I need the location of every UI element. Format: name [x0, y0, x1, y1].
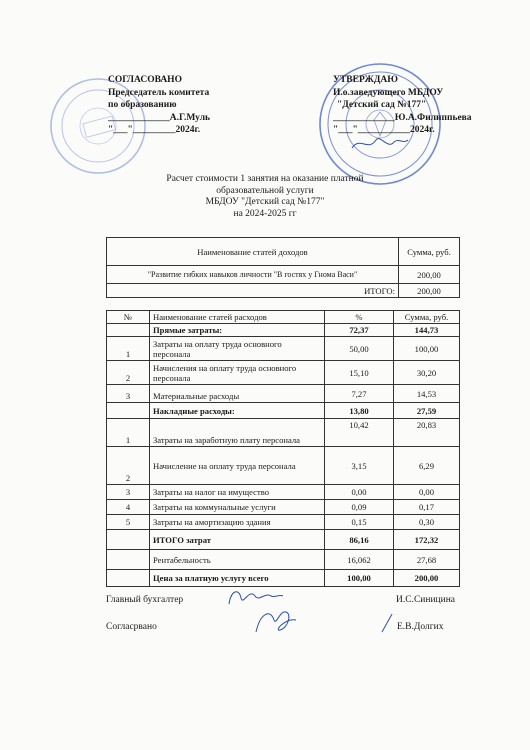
expense-header-name: Наименование статей расходов: [150, 311, 325, 324]
approval-left-date: "___"_________2024г.: [108, 125, 201, 135]
row-percent: 72,37: [325, 324, 394, 337]
table-row: [107, 530, 460, 550]
table-row: [107, 447, 460, 485]
row-sum: 100,00: [394, 337, 460, 361]
income-row-value: 200,00: [399, 266, 460, 284]
row-number: 3: [107, 385, 150, 403]
row-sum: 30,20: [394, 361, 460, 385]
row-sum: 172,32: [394, 530, 460, 550]
row-name: Рентабельность: [150, 550, 325, 570]
row-sum: 200,00: [394, 570, 460, 587]
row-number: 1: [107, 337, 150, 361]
approval-right-line1: И.о.заведующего МБДОУ: [333, 88, 444, 98]
row-percent: 100,00: [325, 570, 394, 587]
income-total-label: ИТОГО:: [107, 284, 399, 298]
agreed-signature: [250, 604, 300, 643]
row-number: [107, 570, 150, 587]
approval-left-sign: _____________А.Г.Муль: [108, 113, 211, 123]
row-number: 2: [107, 447, 150, 485]
row-number: [107, 403, 150, 419]
row-name: Затраты на оплату труда основного персонала: [150, 337, 325, 361]
row-sum: 20,83: [394, 419, 460, 447]
table-row: [107, 361, 460, 385]
row-number: [107, 550, 150, 570]
row-percent: 50,00: [325, 337, 394, 361]
expense-header-percent: %: [325, 311, 394, 324]
row-name: Затраты на амортизацию здания: [150, 515, 325, 530]
document-title-line2: образовательной услуги: [216, 185, 314, 196]
row-name: ИТОГО затрат: [150, 530, 325, 550]
expense-table: [106, 310, 460, 587]
row-name: Цена за платную услугу всего: [150, 570, 325, 587]
row-sum: 27,68: [394, 550, 460, 570]
row-sum: 27,59: [394, 403, 460, 419]
row-sum: 0,17: [394, 500, 460, 515]
row-percent: 16,062: [325, 550, 394, 570]
row-sum: 14,53: [394, 385, 460, 403]
income-header-name: Наименование статей доходов: [107, 238, 399, 266]
right-signature: [350, 132, 410, 159]
row-name: Затраты на налог на имущество: [150, 485, 325, 500]
approval-right-date: "___"___________2024г.: [333, 125, 435, 135]
income-total-value: 200,00: [399, 284, 460, 298]
table-row: [107, 337, 460, 361]
income-table: [106, 237, 460, 298]
table-row: [107, 324, 460, 337]
row-sum: 6,29: [394, 447, 460, 485]
approval-right-sign: _____________Ю.А.Филиппьева: [333, 113, 472, 123]
table-row: [107, 515, 460, 530]
approval-right-line2: "Детский сад №177": [337, 100, 427, 110]
row-name: Начисления на оплату труда основного персонала: [150, 361, 325, 385]
row-percent: 10,42: [325, 419, 394, 447]
row-number: 1: [107, 419, 150, 447]
approval-left-title: СОГЛАСОВАНО: [108, 75, 182, 85]
document-title-line1: Расчет стоимости 1 занятия на оказание платной: [166, 174, 364, 184]
row-percent: 7,27: [325, 385, 394, 403]
approval-left-line2: по образованию: [108, 100, 177, 110]
row-percent: 3,15: [325, 447, 394, 485]
row-sum: 0,30: [394, 515, 460, 530]
row-sum: 0,00: [394, 485, 460, 500]
table-row: [107, 419, 460, 447]
income-header-sum: Сумма, руб.: [399, 238, 460, 266]
approval-left-line1: Председатель комитета: [108, 88, 210, 98]
approval-right-title: УТВЕРЖДАЮ: [333, 75, 398, 85]
row-number: 3: [107, 485, 150, 500]
row-number: 5: [107, 515, 150, 530]
table-row: [107, 500, 460, 515]
row-name: Накладные расходы:: [150, 403, 325, 419]
row-percent: 13,80: [325, 403, 394, 419]
accountant-name: И.С.Синицина: [396, 595, 456, 605]
row-number: [107, 530, 150, 550]
row-percent: 0,15: [325, 515, 394, 530]
income-row-name: "Развитие гибких навыков личности "В гостях у Гнома Васи": [107, 266, 399, 284]
row-number: 2: [107, 361, 150, 385]
row-number: [107, 324, 150, 337]
table-row: [107, 403, 460, 419]
document-title-line4: на 2024-2025 гг: [233, 208, 297, 219]
row-sum: 144,73: [394, 324, 460, 337]
row-name: Затраты на заработную плату персонала: [150, 419, 325, 447]
document-title: [150, 174, 380, 220]
table-row: [107, 550, 460, 570]
row-percent: 86,16: [325, 530, 394, 550]
right-signature-stroke: [380, 612, 394, 639]
row-name: Материальные расходы: [150, 385, 325, 403]
table-row: [107, 485, 460, 500]
row-name: Прямые затраты:: [150, 324, 325, 337]
row-name: Затраты на коммунальные услуги: [150, 500, 325, 515]
expense-header-sum: Сумма, руб.: [394, 311, 460, 324]
accountant-label: Главный бухгалтер: [106, 595, 184, 605]
row-percent: 0,00: [325, 485, 394, 500]
row-percent: 0,09: [325, 500, 394, 515]
document-title-line3: МБДОУ "Детский сад №177": [205, 197, 325, 207]
row-name: Начисление на оплату труда персонала: [150, 447, 325, 485]
agreed-name: Е.В.Долгих: [397, 622, 444, 632]
expense-header-number: №: [107, 311, 150, 324]
row-percent: 15,10: [325, 361, 394, 385]
row-number: 4: [107, 500, 150, 515]
table-row: [107, 385, 460, 403]
agreed-label: Согласрвано: [106, 622, 157, 632]
